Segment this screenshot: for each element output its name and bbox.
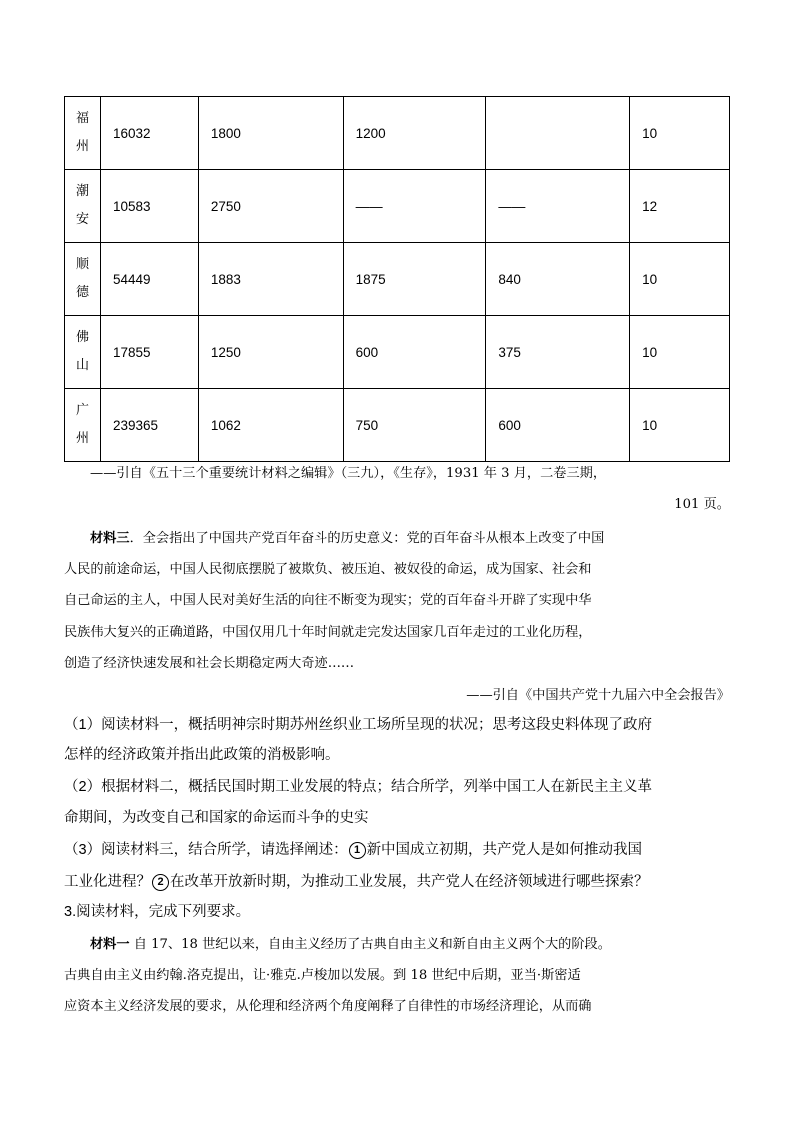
statistics-table bbox=[64, 96, 730, 462]
material1-label: 材料一 bbox=[90, 937, 130, 952]
question-3-cont: 工业化进程？ 2 在改革开放新时期，为推动工业发展，共产党人在经济领域进行哪些探索？ bbox=[64, 874, 649, 890]
question-3: （3）阅读材料三，结合所学，请选择阐述： 1 新中国成立初期，共产党人是如何推动我国 bbox=[64, 842, 643, 858]
city-cell: 广 州 bbox=[65, 389, 101, 462]
table-cell: 1200 bbox=[343, 97, 486, 170]
table-row bbox=[65, 170, 730, 243]
city-cell: 佛 山 bbox=[65, 316, 101, 389]
table-cell: 840 bbox=[486, 243, 630, 316]
question-1: （1）阅读材料一，概括明神宗时期苏州丝织业工场所呈现的状况；思考这段史料体现了政府 bbox=[64, 717, 653, 733]
city-cell: 潮 安 bbox=[65, 170, 101, 243]
table-cell: 16032 bbox=[100, 97, 198, 170]
city-cell: 福 州 bbox=[65, 97, 101, 170]
material3-line: 材料三．全会指出了中国共产党百年奋斗的历史意义：党的百年奋斗从根本上改变了中国 bbox=[90, 531, 605, 546]
table-cell: 17855 bbox=[100, 316, 198, 389]
table-cell: 1800 bbox=[198, 97, 343, 170]
circled-number-2: 2 bbox=[152, 874, 169, 891]
material3-source: ——引自《中国共产党十九届六中全会报告》 bbox=[466, 688, 730, 703]
table-cell: 600 bbox=[486, 389, 630, 462]
table-cell: 10583 bbox=[100, 170, 198, 243]
table-source-page: 101 页。 bbox=[674, 497, 730, 512]
table-cell: 2750 bbox=[198, 170, 343, 243]
table-cell: 1875 bbox=[343, 243, 486, 316]
table-row bbox=[65, 316, 730, 389]
table-cell: 10 bbox=[630, 389, 730, 462]
question-1-cont: 怎样的经济政策并指出此政策的消极影响。 bbox=[64, 747, 340, 763]
table-row bbox=[65, 97, 730, 170]
question-2-cont: 命期间，为改变自己和国家的命运而斗争的史实 bbox=[64, 810, 369, 826]
city-cell: 顺 德 bbox=[65, 243, 101, 316]
table-cell: 10 bbox=[630, 243, 730, 316]
material3-line: 民族伟大复兴的正确道路，中国仅用几十年时间就走完发达国家几百年走过的工业化历程， bbox=[64, 625, 592, 640]
table-cell bbox=[486, 97, 630, 170]
material1-line: 应资本主义经济发展的要求，从伦理和经济两个角度阐释了自律性的市场经济理论，从而确 bbox=[64, 999, 592, 1014]
table-cell: 54449 bbox=[100, 243, 198, 316]
material1-line: 古典自由主义由约翰.洛克提出，让·雅克.卢梭加以发展。到 18 世纪中后期，亚当·斯密适 bbox=[64, 968, 581, 983]
material3-line: 自己命运的主人，中国人民对美好生活的向往不断变为现实；党的百年奋斗开辟了实现中华 bbox=[64, 593, 592, 608]
question-heading: 3.阅读材料，完成下列要求。 bbox=[64, 904, 251, 920]
table-source-citation: ——引自《五十三个重要统计材料之编辑》（三九），《生存》，1931 年 3 月，二卷三期， bbox=[90, 466, 607, 481]
table-row bbox=[65, 243, 730, 316]
material3-label: 材料三 bbox=[90, 531, 130, 546]
table-cell: 10 bbox=[630, 316, 730, 389]
material3-line: 创造了经济快速发展和社会长期稳定两大奇迹…… bbox=[64, 656, 355, 671]
table-cell: —— bbox=[486, 170, 630, 243]
table-cell: 1250 bbox=[198, 316, 343, 389]
table-cell: 375 bbox=[486, 316, 630, 389]
table-cell: 239365 bbox=[100, 389, 198, 462]
table-row bbox=[65, 389, 730, 462]
table-cell: —— bbox=[343, 170, 486, 243]
table-cell: 600 bbox=[343, 316, 486, 389]
table-cell: 1062 bbox=[198, 389, 343, 462]
table-cell: 12 bbox=[630, 170, 730, 243]
table-cell: 1883 bbox=[198, 243, 343, 316]
question-2: （2）根据材料二，概括民国时期工业发展的特点；结合所学，列举中国工人在新民主主义革 bbox=[64, 779, 653, 795]
table-cell: 750 bbox=[343, 389, 486, 462]
material3-line: 人民的前途命运，中国人民彻底摆脱了被欺负、被压迫、被奴役的命运，成为国家、社会和 bbox=[64, 562, 592, 577]
table-cell: 10 bbox=[630, 97, 730, 170]
material1-line: 材料一 自 17、18 世纪以来，自由主义经历了古典自由主义和新自由主义两个大的阶段。 bbox=[90, 937, 611, 952]
circled-number-1: 1 bbox=[349, 842, 366, 859]
